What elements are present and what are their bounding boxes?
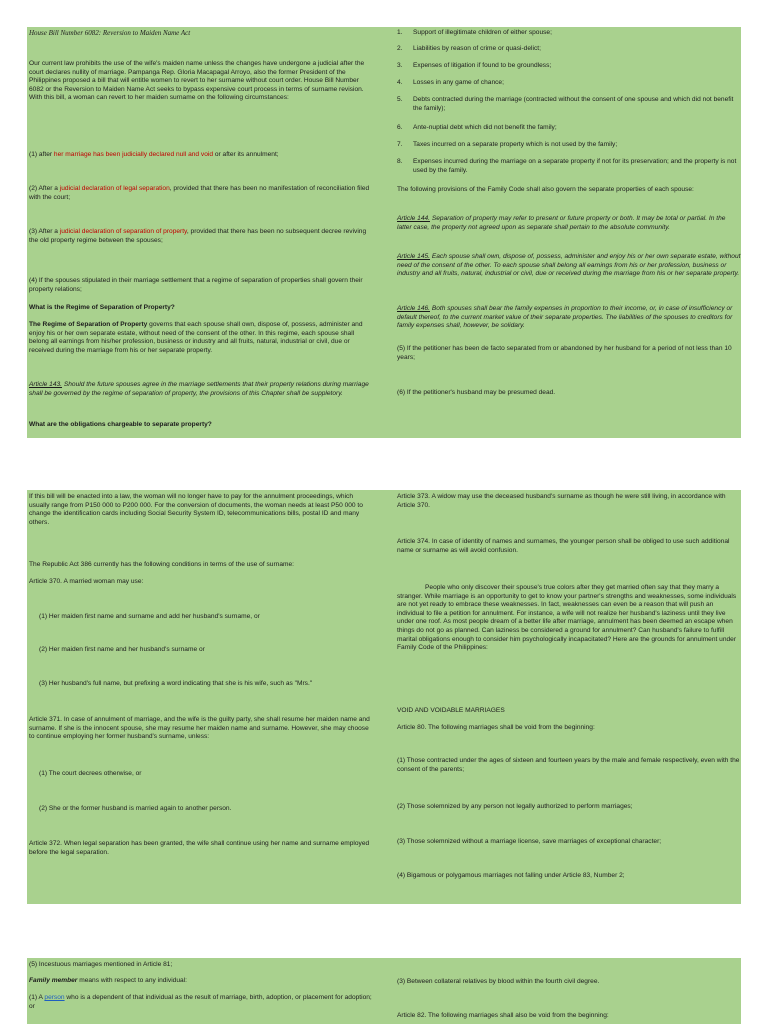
list-item: 8. Expenses incurred during the marriage on a separate property if not for its preservation; and the property is not used by the family. — [397, 158, 737, 174]
list-item: 6. Ante-nuptial debt which did not benefit the family; — [397, 124, 557, 131]
question-regime: What is the Regime of Separation of Property? — [29, 304, 175, 311]
document-page-2 — [27, 490, 741, 904]
page2-right-column — [397, 490, 741, 904]
question-obligations: What are the obligations chargeable to separate property? — [29, 421, 212, 428]
list-item: 3. Expenses of litigation if found to be groundless; — [397, 62, 552, 69]
article-145: Article 145. Each spouse shall own, dispose of, possess, administer and enjoy his or her own separate estate, without need of the consent of the other. To each spouse shall belong all earnings from his or her profession, business or industry and all fruits, natural, industrial or civil, due or received during the marriage from his or her separate property. — [397, 253, 741, 278]
article-80-item-3: (3) Those solemnized without a marriage license, save marriages of exceptional character; — [397, 838, 662, 845]
page1-left-column — [29, 27, 373, 438]
list-item: 4. Losses in any game of chance; — [397, 79, 504, 86]
article-372: Article 372. When legal separation has been granted, the wife shall continue using her name and surname employed before the legal separation. — [29, 840, 370, 856]
page2-left-column — [29, 490, 373, 904]
article-370-item-1: (1) Her maiden first name and surname and add her husband's surname, or — [39, 613, 260, 620]
list-item: 2. Liabilities by reason of crime or quasi-delict; — [397, 45, 541, 52]
article-80-item-2: (2) Those solemnized by any person not legally authorized to perform marriages; — [397, 803, 633, 810]
ra386-intro: The Republic Act 386 currently has the following conditions in terms of the use of surname: — [29, 561, 294, 568]
list-item: 7. Taxes incurred on a separate property which is not used by the family; — [397, 141, 618, 148]
bill-cost-paragraph: If this bill will be enacted into a law, the woman will no longer have to pay for the annulment proceedings, which usually range from P150 000 to P200 000. For the conversion of documents, the woman needs at least P50 000 to change the identification cards including Social Security System ID, telecommunications bills, postal ID and many others. — [29, 493, 363, 526]
family-member-item-1: (1) A person who is a dependent of that individual as the result of marriage, birth, adoption, or placement for adoption; or — [29, 994, 372, 1010]
article-144: Article 144. Separation of property may refer to present or future property or both. It may be total or partial. In the latter case, the property not agreed upon as separate shall pertain to the absolute community. — [397, 215, 726, 231]
article-370-item-3: (3) Her husband's full name, but prefixing a word indicating that she is his wife, such as "Mrs." — [39, 680, 313, 687]
circumstance-5: (5) If the petitioner has been de facto separated from or abandoned by her husband for a period of not less than 10 years; — [397, 345, 732, 361]
document-page-1 — [27, 27, 741, 438]
list-item: 5. Debts contracted during the marriage (contracted without the consent of one spouse and which did not benefit the family); — [397, 96, 734, 112]
article-82: Article 82. The following marriages shall also be void from the beginning: — [397, 1012, 609, 1019]
intro-paragraph: Our current law prohibits the use of the wife's maiden name unless the changes have undergone a judicial after the court declares nullity of marriage. Pampanga Rep. Gloria Macapagal Arroyo, also the former President of the Philippines proposed a bill that will entitle women to revert to her surname without court order. House Bill Number 6082 or the Reversion to Maiden Name Act seeks to bypass expensive court process in terms of surname revision. With this bill, a woman can revert to her maiden surname on the following circumstances: — [29, 60, 365, 102]
article-374: Article 374. In case of identity of names and surnames, the younger person shall be obliged to use such additional name or surname as will avoid confusion. — [397, 538, 730, 554]
article-371-item-2: (2) She or the former husband is married again to another person. — [39, 805, 232, 812]
family-member-definition: Family member means with respect to any individual: — [29, 977, 187, 984]
family-code-intro: The following provisions of the Family Code shall also govern the separate properties of each spouse: — [397, 186, 694, 193]
spouse-paragraph: People who only discover their spouse's true colors after they get married often say that they marry a stranger. While marriage is an opportunity to get to know your partner's strengths and weaknesses, some individuals are not yet ready to embrace these weaknesses. In fact, weaknesses can even be a reason that will push an individual to file a petition for annulment. For instance, a wife will not realize her husband's laziness until they live under one roof. As most people dream of a better life after marriage, annulment has been deemed an escape when things do not go as planned. Can laziness be considered a ground for annulment? Can husband's failure to fulfill marital obligations enough to consider him psychologically incapacitated? Here are the grounds for annulment under Family Code of the Philippines: — [397, 584, 737, 652]
article-371: Article 371. In case of annulment of marriage, and the wife is the guilty party, she shall resume her maiden name and surname. If she is the innocent spouse, she may resume her maiden name and surname. However, she may choose to continue employing her former husband's surname, unless: — [29, 716, 370, 741]
list-item: 1. Support of illegitimate children of either spouse; — [397, 29, 552, 36]
circumstance-2: (2) After a judicial declaration of legal separation, provided that there has been no manifestation of reconciliation filed with the court; — [29, 185, 370, 201]
article-373: Article 373. A widow may use the deceased husband's surname as though he were still living, in accordance with Article 370. — [397, 493, 726, 509]
article-81-item-5: (5) Incestuous marriages mentioned in Article 81; — [29, 961, 173, 968]
article-370: Article 370. A married woman may use: — [29, 578, 144, 585]
page3-left-column — [29, 958, 373, 1024]
document-title: House Bill Number 6082: Reversion to Maiden Name Act — [29, 29, 191, 37]
document-page-3 — [27, 958, 741, 1024]
article-371-item-1: (1) The court decrees otherwise, or — [39, 770, 142, 777]
circumstance-3: (3) After a judicial declaration of separation of property, provided that there has been no subsequent decree reviving the old property regime between the spouses; — [29, 228, 367, 244]
article-80: Article 80. The following marriages shall be void from the beginning: — [397, 724, 595, 731]
article-80-item-1: (1) Those contracted under the ages of sixteen and fourteen years by the male and female respectively, even with the consent of the parents; — [397, 757, 740, 773]
regime-definition: The Regime of Separation of Property governs that each spouse shall own, dispose of, possess, administer and enjoy his or her own separate estate, without need of the consent of the other. In this regime, each spouse shall belong all earnings from his/her profession, business or industry and all fruits, natural, industrial or civil, due or received during the marriage from his or her separate property. — [29, 321, 363, 354]
article-143: Article 143. Should the future spouses agree in the marriage settlements that their property relations during marriage shall be governed by the regime of separation of property, the provisions of this Chapter shall be suppletory. — [29, 381, 369, 397]
circumstance-6: (6) If the petitioner's husband may be presumed dead. — [397, 389, 556, 396]
circumstance-1: (1) after her marriage has been judicially declared null and void or after its annulment; — [29, 151, 279, 158]
collateral-relatives-item: (3) Between collateral relatives by blood within the fourth civil degree. — [397, 978, 600, 985]
page1-right-column — [397, 27, 741, 438]
circumstance-4: (4) If the spouses stipulated in their marriage settlement that a regime of separation of properties shall govern their property relations; — [29, 277, 363, 293]
page3-right-column — [397, 958, 741, 1024]
person-link[interactable]: person — [44, 994, 65, 1001]
article-80-item-4: (4) Bigamous or polygamous marriages not falling under Article 83, Number 2; — [397, 872, 625, 879]
void-marriages-heading: VOID AND VOIDABLE MARRIAGES — [397, 707, 505, 714]
article-370-item-2: (2) Her maiden first name and her husband's surname or — [39, 646, 205, 653]
article-146: Article 146. Both spouses shall bear the family expenses in proportion to their income, or, in case of insufficiency or default thereof, to the current market value of their separate properties. The liabilities of the spouses to creditors for family expenses shall, however, be solidary. — [397, 305, 733, 330]
